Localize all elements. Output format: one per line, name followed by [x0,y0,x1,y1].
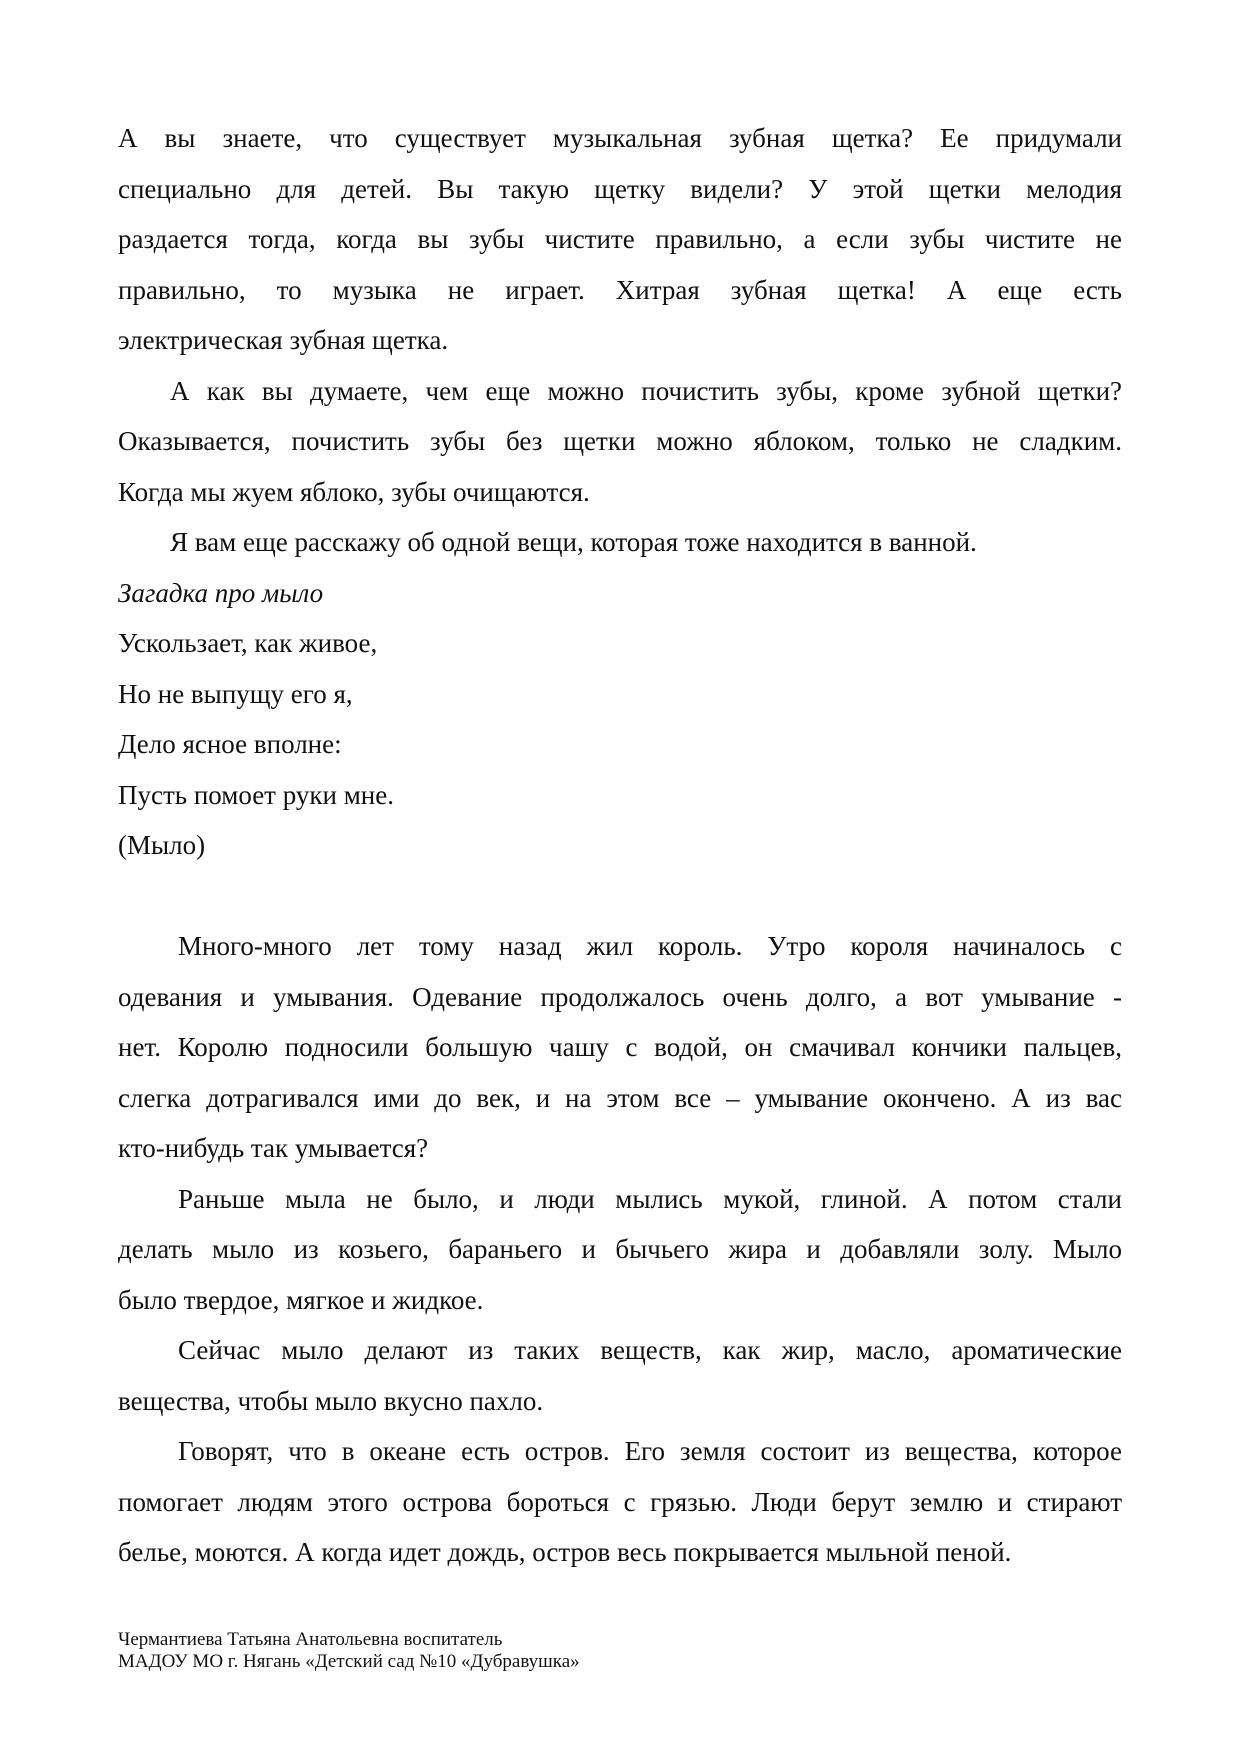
text-line: одевания и умывания. Одевание продолжалось очень долго, а вот умывание - [118,981,1122,1012]
text-line: было твердое, мягкое и жидкое. [118,1284,484,1315]
paragraph-island [118,1426,1122,1578]
riddle-line: Но не выпущу его я, [118,678,353,709]
riddle-answer: (Мыло) [118,830,206,860]
text-line: А как вы думаете, чем еще можно почистить зубы, кроме зубной щетки? [170,375,1122,406]
text-line: помогает людям этого острова бороться с грязью. Люди берут землю и стирают [118,1486,1122,1517]
paragraph-king [118,921,1122,1174]
text-line: Много-много лет тому назад жил король. Утро короля начиналось с [178,931,1122,961]
riddle-line: Пусть помоет руки мне. [118,779,394,810]
paragraph-soap-today [118,1325,1122,1426]
text-line: Говорят, что в океане есть остров. Его земля состоит из вещества, которое [178,1436,1122,1466]
text-line: вещества, чтобы мыло вкусно пахло. [118,1385,544,1416]
paragraph-soap-history [118,1174,1122,1326]
paragraph-apple [118,366,1122,518]
footer-organization: МАДОУ МО г. Нягань «Детский сад №10 «Дубравушка» [118,1651,580,1672]
page-footer [118,1629,580,1673]
text-line: нет. Королю подносили большую чашу с водой, он смачивал кончики пальцев, [118,1032,1122,1062]
text-line: слегка дотрагивался ими до век, и на этом все – умывание окончено. А из вас [118,1082,1122,1113]
text-line: Когда мы жуем яблоко, зубы очищаются. [118,476,590,507]
riddle-block [118,568,1122,871]
footer-author: Чермантиева Татьяна Анатольевна воспитатель [118,1629,503,1650]
text-line: Оказывается, почистить зубы без щетки можно яблоком, только не сладким. [118,426,1122,456]
paragraph-bathroom [118,517,1122,568]
text-line: белье, моются. А когда идет дождь, остров весь покрывается мыльной пеной. [118,1537,1012,1567]
paragraph-musical-toothbrush [118,113,1122,366]
text-line: электрическая зубная щетка. [118,325,449,355]
riddle-line: Ускользает, как живое, [118,628,378,658]
text-line: А вы знаете, что существует музыкальная зубная щетка? Ее придумали [118,123,1122,153]
text-line: Сейчас мыло делают из таких веществ, как жир, масло, ароматические [178,1335,1122,1365]
blank-line [118,871,1122,922]
text-line: Раньше мыла не было, и люди мылись мукой, глиной. А потом стали [178,1183,1122,1214]
text-line: кто-нибудь так умывается? [118,1133,429,1163]
text-line: специально для детей. Вы такую щетку видели? У этой щетки мелодия [118,173,1122,204]
text-line: правильно, то музыка не играет. Хитрая зубная щетка! А еще есть [118,274,1122,305]
document-page [118,113,1122,1578]
text-line: Я вам еще расскажу об одной вещи, которая тоже находится в ванной. [170,527,977,557]
text-line: делать мыло из козьего, бараньего и бычьего жира и добавляли золу. Мыло [118,1234,1122,1264]
riddle-line: Дело ясное вполне: [118,729,342,759]
riddle-title: Загадка про мыло [118,577,324,608]
text-line: раздается тогда, когда вы зубы чистите правильно, а если зубы чистите не [118,224,1122,254]
